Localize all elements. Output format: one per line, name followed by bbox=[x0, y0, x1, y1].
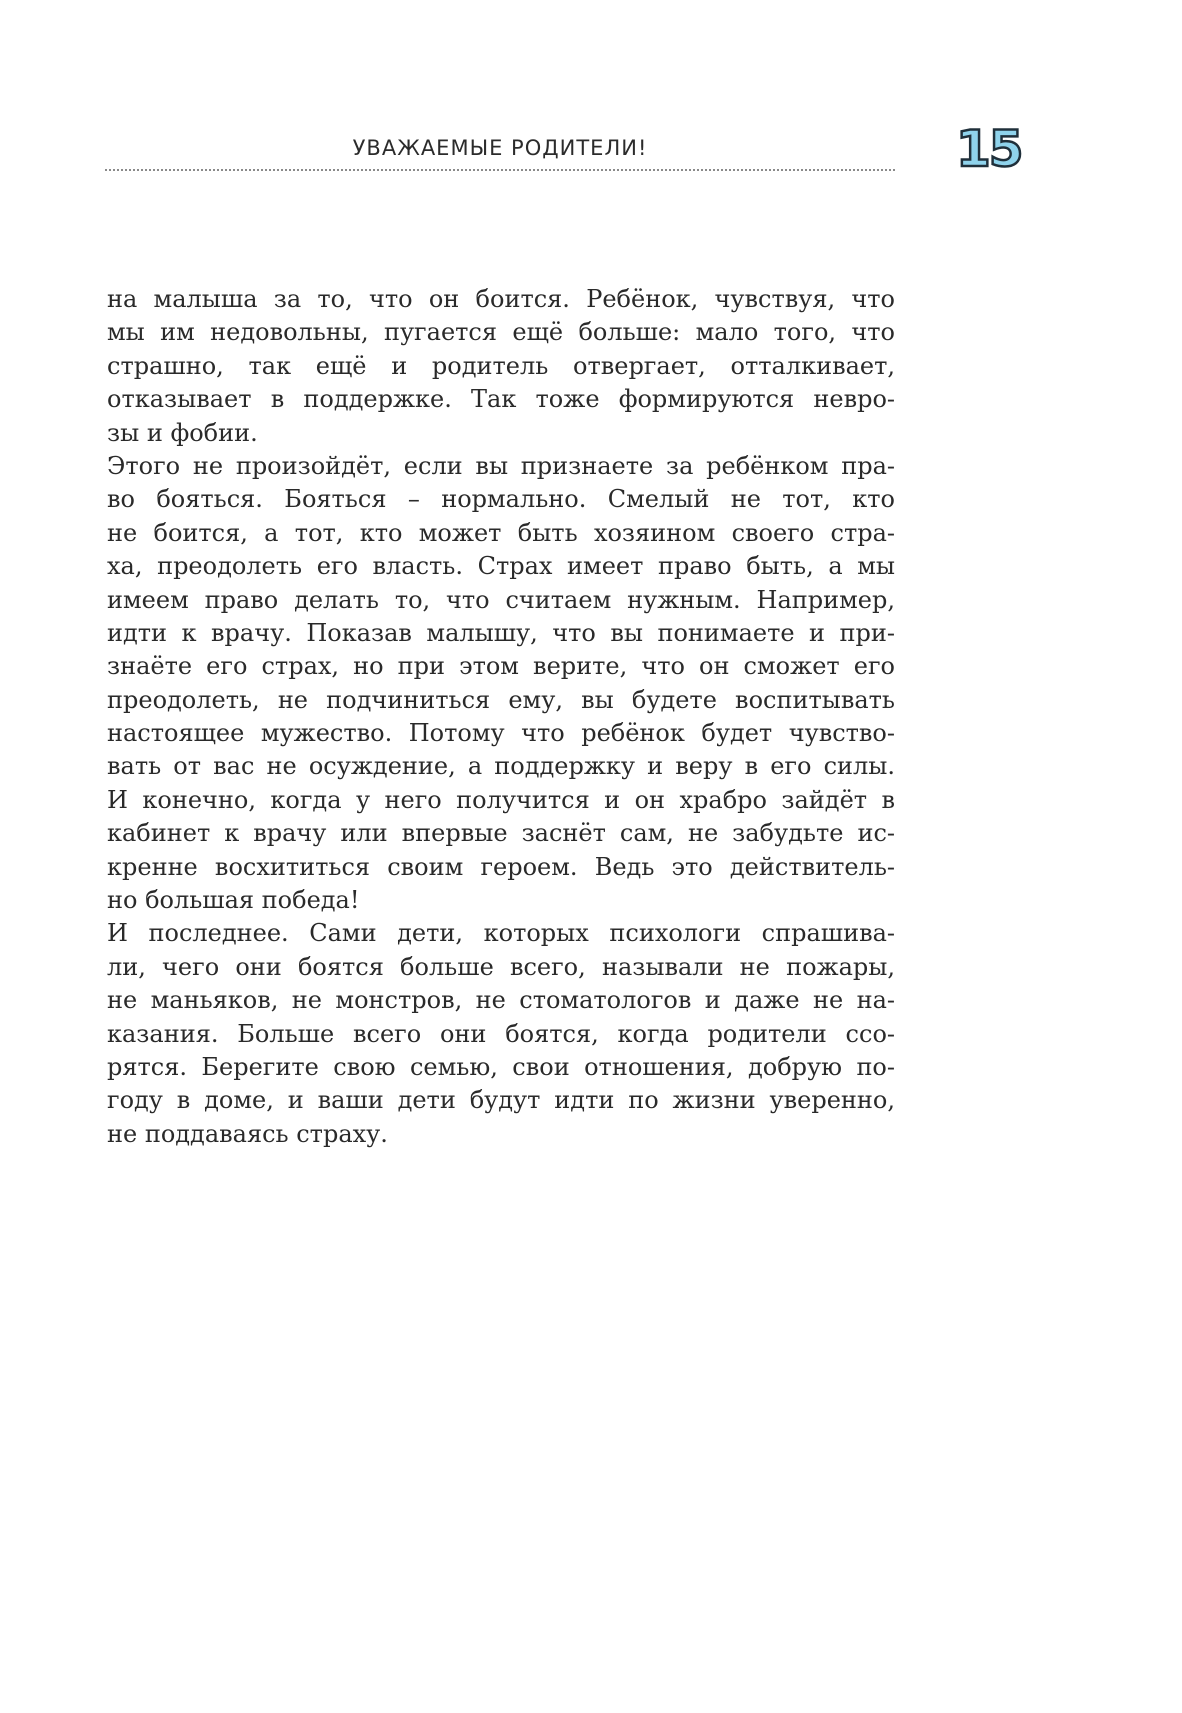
text-line: отказывает в поддержке. Так тоже формируются невро- bbox=[107, 385, 895, 414]
text-line: кренне восхититься своим героем. Ведь это действитель- bbox=[107, 852, 895, 881]
text-line: зы и фобии. bbox=[107, 418, 258, 447]
running-title: УВАЖАЕМЫЕ РОДИТЕЛИ! bbox=[352, 136, 648, 160]
text-line: на малыша за то, что он боится. Ребёнок, чувствуя, что bbox=[107, 285, 895, 313]
running-head bbox=[105, 132, 895, 172]
text-line: ха, преодолеть его власть. Страх имеет право быть, а мы bbox=[107, 552, 895, 581]
text-line: вать от вас не осуждение, а поддержку и веру в его силы. bbox=[107, 752, 895, 781]
text-line: страшно, так ещё и родитель отвергает, отталкивает, bbox=[107, 351, 895, 380]
text-line: не поддаваясь страху. bbox=[107, 1119, 388, 1148]
text-line: году в доме, и ваши дети будут идти по жизни уверенно, bbox=[107, 1086, 895, 1115]
text-line: во бояться. Бояться – нормально. Смелый не тот, кто bbox=[107, 485, 895, 514]
text-line: преодолеть, не подчиниться ему, вы будете воспитывать bbox=[107, 685, 895, 714]
text-line: не боится, а тот, кто может быть хозяином своего стра- bbox=[107, 518, 895, 547]
text-line: идти к врачу. Показав малышу, что вы понимаете и при- bbox=[107, 618, 895, 647]
text-line: рятся. Берегите свою семью, свои отношения, добрую по- bbox=[107, 1052, 895, 1081]
text-line: не маньяков, не монстров, не стоматологов и даже не на- bbox=[107, 986, 895, 1015]
text-line: настоящее мужество. Потому что ребёнок будет чувство- bbox=[107, 719, 895, 748]
page-number: 15 bbox=[956, 120, 1022, 178]
text-line: И конечно, когда у него получится и он храбро зайдёт в bbox=[107, 785, 895, 814]
text-line: имеем право делать то, что считаем нужным. Например, bbox=[107, 585, 895, 614]
text-line: мы им недовольны, пугается ещё больше: мало того, что bbox=[107, 318, 895, 347]
text-line: казания. Больше всего они боятся, когда родители ссо- bbox=[107, 1019, 895, 1048]
text-line: Этого не произойдёт, если вы признаете за ребёнком пра- bbox=[107, 451, 895, 480]
text-line: но большая победа! bbox=[107, 886, 360, 915]
body-text bbox=[107, 283, 895, 1151]
dotted-rule bbox=[105, 169, 895, 171]
text-line: кабинет к врачу или впервые заснёт сам, не забудьте ис- bbox=[107, 819, 895, 848]
text-line: ли, чего они боятся больше всего, называли не пожары, bbox=[107, 952, 895, 981]
text-line: знаёте его страх, но при этом верите, что он сможет его bbox=[107, 652, 895, 681]
text-line: И последнее. Сами дети, которых психологи спрашива- bbox=[107, 919, 895, 948]
